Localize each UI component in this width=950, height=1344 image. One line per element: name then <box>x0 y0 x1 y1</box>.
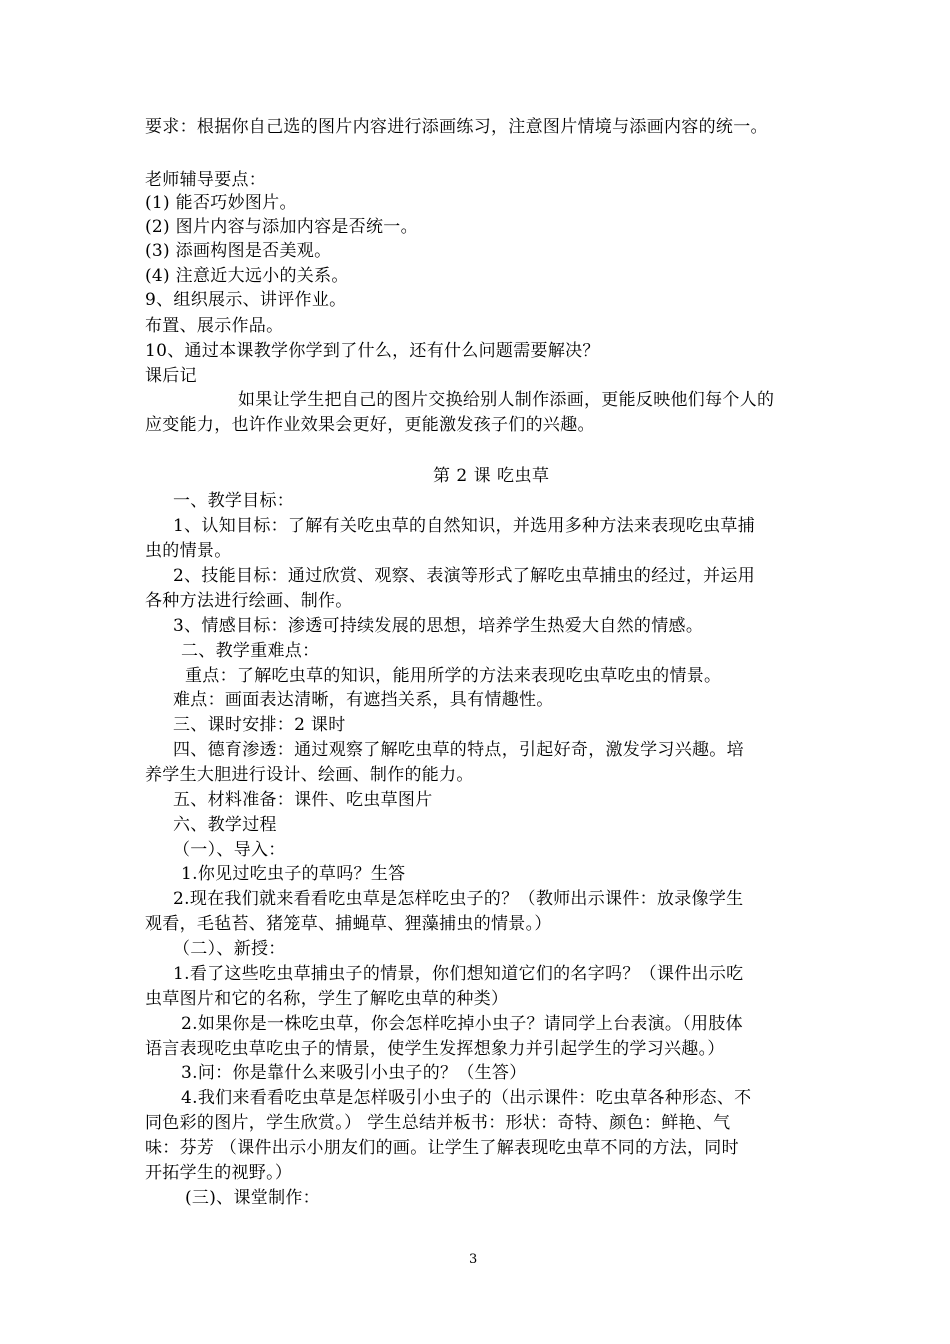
page-number: 3 <box>469 1252 478 1267</box>
text-line: 三、课时安排：2 课时 <box>173 715 346 735</box>
text-line: 一、教学目标： <box>173 491 295 511</box>
text-line: 难点：画面表达清晰，有遮挡关系，具有情趣性。 <box>173 690 554 710</box>
text-line: (三)、课堂制作： <box>185 1188 320 1208</box>
text-line: （二）、新授： <box>173 939 286 959</box>
lesson-title: 第 2 课 吃虫草 <box>433 466 550 486</box>
text-line: 重点：了解吃虫草的知识，能用所学的方法来表现吃虫草吃虫的情景。 <box>185 666 722 686</box>
text-line: 2.现在我们就来看看吃虫草是怎样吃虫子的？（教师出示课件：放录像学生 <box>173 889 744 909</box>
text-line: 9、组织展示、讲评作业。 <box>145 290 347 310</box>
text-line: (3) 添画构图是否美观。 <box>145 241 332 261</box>
text-line: 如果让学生把自己的图片交换给别人制作添画，更能反映他们每个人的 <box>238 390 775 410</box>
text-line: 二、教学重难点： <box>181 641 320 661</box>
text-line: 2、技能目标：通过欣赏、观察、表演等形式了解吃虫草捕虫的经过，并运用 <box>173 566 756 586</box>
text-line: （一）、导入： <box>173 840 286 860</box>
text-line: 2.如果你是一株吃虫草，你会怎样吃掉小虫子？请同学上台表演。（用肢体 <box>181 1014 743 1034</box>
text-line: 1.看了这些吃虫草捕虫子的情景，你们想知道它们的名字吗？（课件出示吃 <box>173 964 744 984</box>
text-line: 课后记 <box>145 366 197 386</box>
text-line: 五、材料准备：课件、吃虫草图片 <box>173 790 433 810</box>
text-line: 开拓学生的视野。） <box>145 1163 293 1183</box>
text-line: 3、情感目标：渗透可持续发展的思想，培养学生热爱大自然的情感。 <box>173 616 704 636</box>
text-line: 虫草图片和它的名称，学生了解吃虫草的种类） <box>145 989 509 1009</box>
text-line: 1.你见过吃虫子的草吗？生答 <box>181 864 406 884</box>
text-line: 要求：根据你自己选的图片内容进行添画练习，注意图片情境与添画内容的统一。 <box>145 117 768 137</box>
text-line: 应变能力，也许作业效果会更好，更能激发孩子们的兴趣。 <box>145 415 595 435</box>
text-line: 六、教学过程 <box>173 815 277 835</box>
text-line: (1) 能否巧妙图片。 <box>145 193 297 213</box>
text-line: 虫的情景。 <box>145 541 232 561</box>
text-line: 同色彩的图片，学生欣赏。） 学生总结并板书：形状：奇特、颜色：鲜艳、气 <box>145 1113 731 1133</box>
text-line: 3.问：你是靠什么来吸引小虫子的？（生答） <box>181 1063 527 1083</box>
text-line: 10、通过本课教学你学到了什么，还有什么问题需要解决？ <box>145 341 600 361</box>
text-line: 四、德育渗透：通过观察了解吃虫草的特点，引起好奇，激发学习兴趣。培 <box>173 740 744 760</box>
text-line: 老师辅导要点： <box>145 170 267 190</box>
text-line: (4) 注意近大远小的关系。 <box>145 266 349 286</box>
text-line: 味：芬芳 （课件出示小朋友们的画。让学生了解表现吃虫草不同的方法，同时 <box>145 1138 739 1158</box>
text-line: 4.我们来看看吃虫草是怎样吸引小虫子的（出示课件：吃虫草各种形态、不 <box>181 1088 752 1108</box>
text-line: 1、认知目标：了解有关吃虫草的自然知识，并选用多种方法来表现吃虫草捕 <box>173 516 756 536</box>
text-line: 养学生大胆进行设计、绘画、制作的能力。 <box>145 765 474 785</box>
text-line: (2) 图片内容与添加内容是否统一。 <box>145 217 418 237</box>
text-line: 观看，毛毡苔、猪笼草、捕蝇草、狸藻捕虫的情景。） <box>145 914 552 934</box>
text-line: 语言表现吃虫草吃虫子的情景，使学生发挥想象力并引起学生的学习兴趣。） <box>145 1039 725 1059</box>
text-line: 布置、展示作品。 <box>145 316 284 336</box>
text-line: 各种方法进行绘画、制作。 <box>145 591 353 611</box>
